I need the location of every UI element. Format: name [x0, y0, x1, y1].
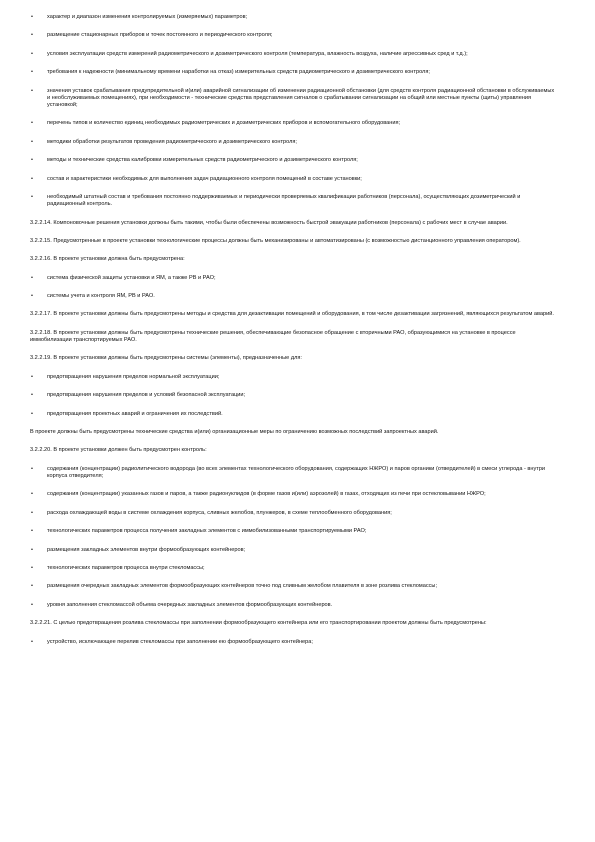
- paragraph: [30, 220, 557, 227]
- bullet-marker: •: [31, 509, 33, 516]
- bullet-text: содержания (концентрации) указанных газов и паров, а также радионуклидов (в форме газов и(или) аэрозолей) в газах, отходящих из печи при остекловывании НЖРО;: [47, 491, 486, 498]
- bullet-text: условия эксплуатации средств измерений радиометрического и дозиметрического контроля (температура, влажность воздуха, наличие агрессивных сред и т.д.);: [47, 50, 468, 57]
- bullet-text: методики обработки результатов проведения радиометрического и дозиметрического контроля;: [47, 138, 297, 145]
- bullet-marker: •: [31, 465, 33, 472]
- bullet-marker: •: [31, 274, 33, 281]
- bullet-marker: •: [31, 528, 33, 535]
- bullet-text: технологических параметров процесса получения закладных элементов с иммобилизованными транспортируемыми РАО;: [47, 528, 367, 535]
- paragraph-text: 3.2.2.15. Предусмотренные в проекте установки технологические процессы должны быть механизированы и автоматизированы (с возможностью дистанционного управления оператором).: [30, 237, 521, 244]
- bullet-item: [30, 157, 557, 164]
- bullet-item: [30, 639, 557, 646]
- bullet-marker: •: [31, 373, 33, 380]
- bullet-text: размещения закладных элементов внутри формообразующих контейнеров;: [47, 546, 246, 553]
- bullet-text: система физической защиты установки и ЯМ, а также РВ и РАО;: [47, 274, 216, 281]
- bullet-item: [30, 602, 557, 609]
- bullet-item: [30, 88, 557, 110]
- bullet-item: [30, 176, 557, 183]
- bullet-item: [30, 120, 557, 127]
- bullet-marker: •: [31, 157, 33, 164]
- document-body: [30, 14, 557, 646]
- bullet-marker: •: [31, 583, 33, 590]
- bullet-marker: •: [31, 546, 33, 553]
- bullet-text: технологических параметров процесса внутри стекломассы;: [47, 564, 205, 571]
- bullet-marker: •: [31, 491, 33, 498]
- bullet-marker: •: [31, 293, 33, 300]
- bullet-item: [30, 466, 557, 480]
- bullet-marker: •: [31, 138, 33, 145]
- bullet-text: содержания (концентрации) радиолитического водорода (во всех элементах технологического оборудования, содержащих НЖРО) и паров органики (отвердителей) в смеси углерода - внутри корпуса отвердителя;: [47, 465, 546, 479]
- bullet-item: [30, 51, 557, 58]
- bullet-item: [30, 32, 557, 39]
- bullet-text: состав и характеристики необходимых для выполнения задач радиационного контроля помещений в составе установки;: [47, 175, 362, 182]
- bullet-item: [30, 565, 557, 572]
- paragraph-text: 3.2.2.17. В проекте установки должны быть предусмотрены методы и средства для дезактивации помещений и оборудования, в том числе дезактивации загрязнений, являющихся результатом аварий.: [30, 311, 554, 318]
- paragraph-text: 3.2.2.20. В проекте установки должен быть предусмотрен контроль:: [30, 447, 207, 454]
- bullet-item: [30, 528, 557, 535]
- bullet-item: [30, 194, 557, 208]
- paragraph: [30, 447, 557, 454]
- bullet-text: требования к надежности (минимальному времени наработки на отказ) измерительных средств радиометрического и дозиметрического контроля;: [47, 69, 430, 76]
- bullet-marker: •: [31, 50, 33, 57]
- bullet-text: характер и диапазон изменения контролируемых (измеряемых) параметров;: [47, 14, 248, 20]
- bullet-text: необходимый штатный состав и требования постоянно поддерживаемых и периодически проверяемых квалификации работников (персонала), осуществляющих дозиметрический и радиационный контроль.: [47, 193, 521, 208]
- bullet-item: [30, 293, 557, 300]
- bullet-marker: •: [31, 87, 33, 94]
- bullet-item: [30, 491, 557, 498]
- bullet-marker: •: [31, 392, 33, 399]
- bullet-item: [30, 510, 557, 517]
- bullet-marker: •: [31, 564, 33, 571]
- paragraph: [30, 355, 557, 362]
- paragraph: [30, 429, 557, 436]
- bullet-text: предотвращения нарушения пределов и условий безопасной эксплуатации;: [47, 392, 246, 399]
- paragraph-text: 3.2.2.19. В проекте установки должны быть предусмотрены системы (элементы), предназначенные для:: [30, 355, 302, 362]
- paragraph: [30, 238, 557, 245]
- bullet-marker: •: [31, 69, 33, 76]
- paragraph-text: 3.2.2.14. Компоновочные решения установки должны быть такими, чтобы были обеспечены возможность быстрой эвакуации работников (персонала) с рабочих мест в случае аварии.: [30, 219, 508, 226]
- bullet-item: [30, 275, 557, 282]
- bullet-item: [30, 139, 557, 146]
- bullet-text: предотвращения проектных аварий и ограничения их последствий.: [47, 410, 223, 417]
- paragraph: [30, 620, 557, 627]
- bullet-text: размещение стационарных приборов и точек постоянного и периодического контроля;: [47, 32, 273, 39]
- paragraph-text: 3.2.2.18. В проекте установки должны быть предусмотрены технические решения, обеспечивающие безопасное обращение с вторичными РАО, образующимися на установке в процессе иммобилизации транспортируемых РАО.: [30, 329, 516, 344]
- bullet-text: уровня заполнения стекломассой объема очередных закладных элементов формообразующих контейнеров.: [47, 601, 333, 608]
- bullet-item: [30, 392, 557, 399]
- bullet-marker: •: [31, 120, 33, 127]
- paragraph: [30, 311, 557, 318]
- bullet-marker: •: [31, 175, 33, 182]
- bullet-item: [30, 14, 557, 21]
- bullet-marker: •: [31, 32, 33, 39]
- bullet-item: [30, 583, 557, 590]
- bullet-marker: •: [31, 638, 33, 645]
- bullet-marker: •: [31, 193, 33, 200]
- paragraph-text: 3.2.2.21. С целью предотвращения розлива стекломассы при заполнении формообразующего контейнера или его транспортировании проектом должны быть предусмотрены:: [30, 620, 487, 627]
- bullet-marker: •: [31, 601, 33, 608]
- bullet-text: перечень типов и количество единиц необходимых радиометрических и дозиметрических приборов и вспомогательного оборудования;: [47, 120, 401, 127]
- paragraph: [30, 256, 557, 263]
- bullet-text: устройство, исключающее перелив стекломассы при заполнении ею формообразующего контейнера;: [47, 638, 313, 645]
- paragraph: [30, 330, 557, 344]
- bullet-marker: •: [31, 410, 33, 417]
- bullet-item: [30, 411, 557, 418]
- paragraph-text: В проекте должны быть предусмотрены технические средства и(или) организационные меры по ограничению возможных последствий запроектных аварий.: [30, 429, 439, 436]
- bullet-item: [30, 69, 557, 76]
- bullet-text: предотвращения нарушения пределов нормальной эксплуатации;: [47, 373, 220, 380]
- bullet-text: системы учета и контроля ЯМ, РВ и РАО.: [47, 293, 155, 300]
- bullet-item: [30, 547, 557, 554]
- bullet-text: размещения очередных закладных элементов формообразующих контейнеров точно под сливным желобом плавителя в зоне розлива стекломассы;: [47, 583, 438, 590]
- bullet-text: расхода охлаждающей воды в системе охлаждения корпуса, сливных желобов, плунжеров, в схеме теплообменного оборудования;: [47, 509, 392, 516]
- bullet-marker: •: [31, 14, 33, 20]
- bullet-text: значения уставок срабатывания предупредительной и(или) аварийной сигнализации об изменении радиационной обстановки (для средств контроля радиационной обстановки в обслуживаемых и необслуживаемых помещениях), при необходимости - технические средства представления сигналов о срабатывании сигнализации на общий или местные пункты (щиты) управления установкой;: [47, 87, 555, 108]
- bullet-item: [30, 374, 557, 381]
- bullet-text: методы и технические средства калибровки измерительных средств радиометрического и дозиметрического контроля;: [47, 157, 358, 164]
- paragraph-text: 3.2.2.16. В проекте установки должна быть предусмотрена:: [30, 256, 185, 263]
